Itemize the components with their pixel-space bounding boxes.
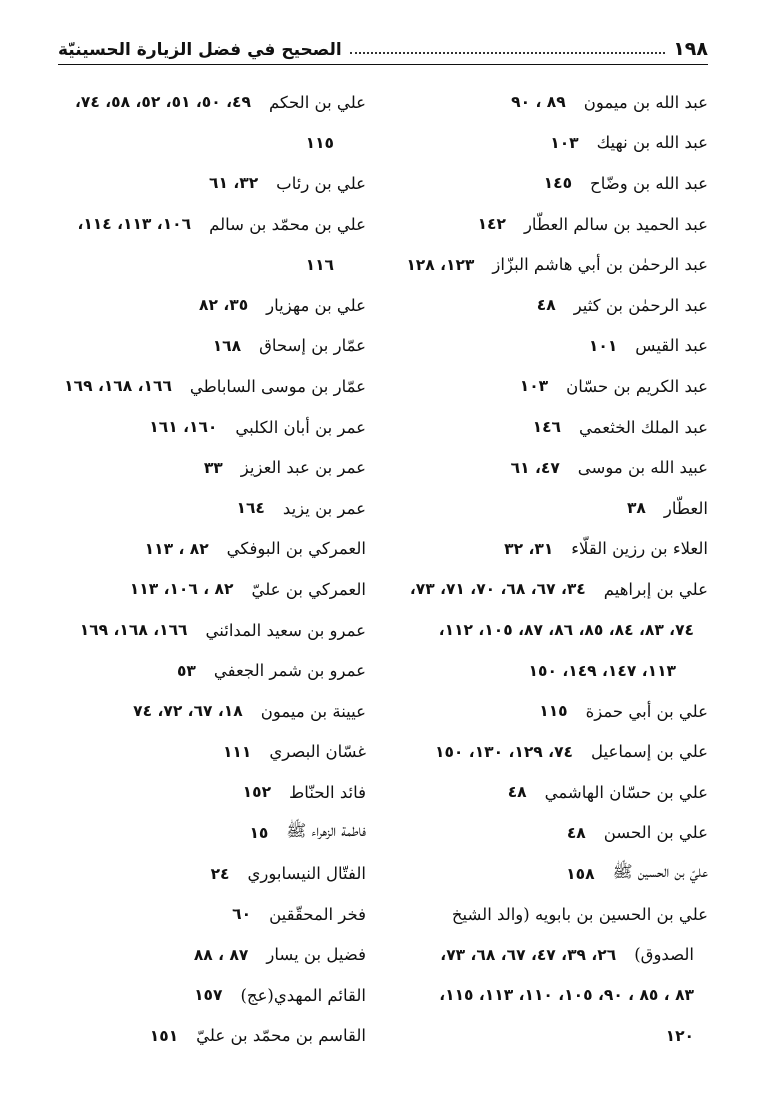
index-entry <box>16 975 366 1016</box>
entry-page-numbers: ١٥٢ <box>242 783 272 802</box>
entry-name: عمّار بن موسى الساباطي <box>189 376 366 396</box>
index-entry <box>388 691 708 732</box>
entry-name: عمرو بن سعيد المدائني <box>205 620 366 640</box>
index-entry <box>16 1016 366 1057</box>
entry-page-numbers: ٥٣ <box>176 661 196 680</box>
entry-page-numbers: ٣٣ <box>203 458 223 477</box>
index-entry <box>388 732 708 773</box>
entry-page-numbers: ٢٦، ٣٩، ٤٧، ٦٧، ٦٨، ٧٣، <box>440 945 617 964</box>
index-entry <box>16 163 366 204</box>
entry-page-numbers: ٤٩، ٥٠، ٥١، ٥٢، ٥٨، ٧٤، <box>75 93 251 112</box>
entry-page-numbers: ١١٣، ١٤٧، ١٤٩، ١٥٠ <box>528 661 676 680</box>
entry-page-numbers: ٨٢ ، ١٠٦، ١١٣ <box>129 580 234 599</box>
index-entry <box>16 285 366 326</box>
entry-page-numbers: ١٠٦، ١١٣، ١١٤، <box>77 215 192 234</box>
index-entry <box>16 894 366 935</box>
entry-page-numbers: ١١٥ <box>305 133 334 152</box>
entry-name: عمر بن يزيد <box>282 498 366 518</box>
index-entry <box>16 326 366 367</box>
entry-page-numbers: ٣٥، ٨٢ <box>199 296 249 315</box>
index-entry <box>388 447 708 488</box>
entry-page-numbers: ١١٦ <box>305 255 334 274</box>
entry-name: عبد الكريم بن حسّان <box>566 376 708 396</box>
entry-name: علي بن الحكم <box>268 92 366 112</box>
entry-name: العمركي بن البوفكي <box>226 539 366 559</box>
entry-name: عبد الحميد بن سالم العطّار <box>523 214 708 234</box>
entry-name: الفتّال النيسابوري <box>247 864 366 884</box>
index-entry <box>388 1016 708 1057</box>
index-entry <box>388 244 708 285</box>
entry-name: عبد الرحمٰن بن كثير <box>573 295 708 315</box>
entry-page-numbers: ١٠٣ <box>550 133 579 152</box>
entry-name: عبد القيس <box>635 336 708 356</box>
index-entry <box>388 853 708 894</box>
index-entry <box>16 650 366 691</box>
entry-name: عليّ بن الحسين ﷺ <box>612 861 708 881</box>
index-entry <box>16 447 366 488</box>
index-entry <box>16 82 366 123</box>
entry-name: عبد الرحمٰن بن أبي هاشم البزّاز <box>492 255 708 275</box>
index-entry <box>388 894 708 935</box>
index-entry <box>388 366 708 407</box>
entry-name: عيينة بن ميمون <box>260 701 366 721</box>
entry-name: علي بن إسماعيل <box>591 742 708 762</box>
index-entry <box>388 326 708 367</box>
entry-page-numbers: ١٠٣ <box>519 377 549 396</box>
index-column-right <box>388 82 708 1056</box>
running-title: الصحيح في فضل الزيارة الحسينيّة <box>58 40 342 60</box>
index-entry <box>16 488 366 529</box>
index-entry <box>16 366 366 407</box>
entry-name: علي بن أبي حمزة <box>585 701 708 721</box>
entry-page-numbers: ١٢٠ <box>665 1026 694 1045</box>
entry-page-numbers: ١٠١ <box>588 336 618 355</box>
index-entry <box>388 123 708 164</box>
entry-page-numbers: ١٨، ٦٧، ٧٢، ٧٤ <box>133 702 243 721</box>
entry-name: علي بن رئاب <box>276 173 366 193</box>
entry-name: علي بن محمّد بن سالم <box>209 214 366 234</box>
entry-name: علي بن مهزيار <box>266 295 366 315</box>
entry-page-numbers: ١٦٦، ١٦٨، ١٦٩ <box>64 377 172 396</box>
entry-name: عبد الله بن نهيك <box>596 133 708 153</box>
entry-page-numbers: ١٤٢ <box>477 215 506 234</box>
entry-name: العلاء بن رزين القلّاء <box>571 539 708 559</box>
entry-page-numbers: ١٢٣، ١٢٨ <box>406 255 475 274</box>
entry-name: علي بن الحسين بن بابويه (والد الشيخ <box>451 904 708 924</box>
entry-page-numbers: ١٦٨ <box>212 336 242 355</box>
entry-page-numbers: ٤٨ <box>507 783 527 802</box>
index-entry <box>16 529 366 570</box>
entry-page-numbers: ٤٧، ٦١ <box>510 458 560 477</box>
index-entry <box>16 853 366 894</box>
entry-name: غسّان البصري <box>269 742 366 762</box>
header-rule <box>58 64 708 65</box>
entry-name: علي بن الحسن <box>603 823 708 843</box>
index-entry <box>16 204 366 245</box>
entry-page-numbers: ١٤٥ <box>543 174 573 193</box>
index-entry <box>388 407 708 448</box>
entry-page-numbers: ٣٢، ٦١ <box>209 174 259 193</box>
entry-page-numbers: ٨٢ ، ١١٣ <box>144 539 209 558</box>
entry-name: عبيد الله بن موسى <box>577 458 708 478</box>
entry-page-numbers: ٣٤، ٦٧، ٦٨، ٧٠، ٧١، ٧٣، <box>409 580 586 599</box>
entry-name: القاسم بن محمّد بن عليّ <box>196 1026 366 1046</box>
index-entry <box>388 610 708 651</box>
entry-name: فضيل بن يسار <box>266 945 366 965</box>
entry-page-numbers: ١٥ <box>249 823 269 842</box>
entry-page-numbers: ٤٨ <box>536 296 556 315</box>
index-entry <box>16 691 366 732</box>
running-header <box>58 30 708 60</box>
index-entry <box>388 772 708 813</box>
entry-page-numbers: ٤٨ <box>566 823 586 842</box>
entry-name: الصدوق) <box>634 945 694 965</box>
entry-name: عبد الملك الخثعمي <box>579 417 708 437</box>
entry-page-numbers: ٨٧ ، ٨٨ <box>193 945 249 964</box>
entry-name: فاطمة الزهراء ﷺ <box>286 820 366 840</box>
entry-page-numbers: ٧٤، ١٢٩، ١٣٠، ١٥٠ <box>435 742 573 761</box>
index-entry <box>16 407 366 448</box>
index-entry <box>16 732 366 773</box>
index-entry <box>16 244 366 285</box>
entry-page-numbers: ١١٥ <box>539 702 568 721</box>
index-column-left <box>16 82 366 1056</box>
index-entry <box>388 813 708 854</box>
index-entry <box>388 204 708 245</box>
entry-name: العمركي بن عليّ <box>251 579 366 599</box>
entry-name: فائد الحنّاط <box>289 782 366 802</box>
index-entry <box>16 772 366 813</box>
index-entry <box>16 569 366 610</box>
index-entry <box>16 123 366 164</box>
entry-name: عمر بن عبد العزيز <box>240 458 366 478</box>
entry-page-numbers: ٣١، ٣٢ <box>504 539 554 558</box>
entry-page-numbers: ١٦٤ <box>236 499 265 518</box>
entry-name: فخر المحقّقين <box>269 904 366 924</box>
index-entry <box>388 975 708 1016</box>
index-entry <box>388 163 708 204</box>
entry-page-numbers: ١٥١ <box>149 1026 179 1045</box>
entry-page-numbers: ٢٤ <box>210 864 230 883</box>
entry-name: عمر بن أبان الكلبي <box>235 417 366 437</box>
index-entry <box>388 569 708 610</box>
entry-name: العطّار <box>663 498 708 518</box>
entry-page-numbers: ١٥٧ <box>194 986 223 1005</box>
entry-name: عبد الله بن وضّاح <box>590 173 708 193</box>
entry-name: علي بن إبراهيم <box>603 579 708 599</box>
entry-page-numbers: ١٦٠، ١٦١ <box>149 418 218 437</box>
index-entry <box>388 82 708 123</box>
index-entry <box>16 610 366 651</box>
index-entry <box>388 529 708 570</box>
index-entry <box>16 934 366 975</box>
index-entry <box>388 650 708 691</box>
page-number: ١٩٨ <box>673 38 708 60</box>
entry-page-numbers: ٦٠ <box>232 905 252 924</box>
entry-page-numbers: ١٥٨ <box>566 864 595 883</box>
entry-name: عبد الله بن ميمون <box>583 92 708 112</box>
entry-page-numbers: ٨٩ ، ٩٠ <box>511 93 566 112</box>
entry-page-numbers: ١٦٦، ١٦٨، ١٦٩ <box>79 621 188 640</box>
header-dot-leader <box>350 52 665 54</box>
entry-name: عمرو بن شمر الجعفي <box>213 661 366 681</box>
index-entry <box>388 488 708 529</box>
entry-page-numbers: ١١١ <box>222 742 252 761</box>
index-entry <box>388 934 708 975</box>
entry-name: عمّار بن إسحاق <box>259 336 366 356</box>
entry-page-numbers: ٣٨ <box>626 499 646 518</box>
entry-page-numbers: ١٤٦ <box>532 418 561 437</box>
entry-page-numbers: ٧٤، ٨٣، ٨٤، ٨٥، ٨٦، ٨٧، ١٠٥، ١١٢، <box>438 621 694 640</box>
entry-page-numbers: ٨٣ ، ٨٥ ، ٩٠، ١٠٥، ١١٠، ١١٣، ١١٥، <box>439 986 694 1005</box>
index-entry <box>16 813 366 854</box>
entry-name: القائم المهدي(عج) <box>240 985 366 1005</box>
index-entry <box>388 285 708 326</box>
entry-name: علي بن حسّان الهاشمي <box>544 782 708 802</box>
